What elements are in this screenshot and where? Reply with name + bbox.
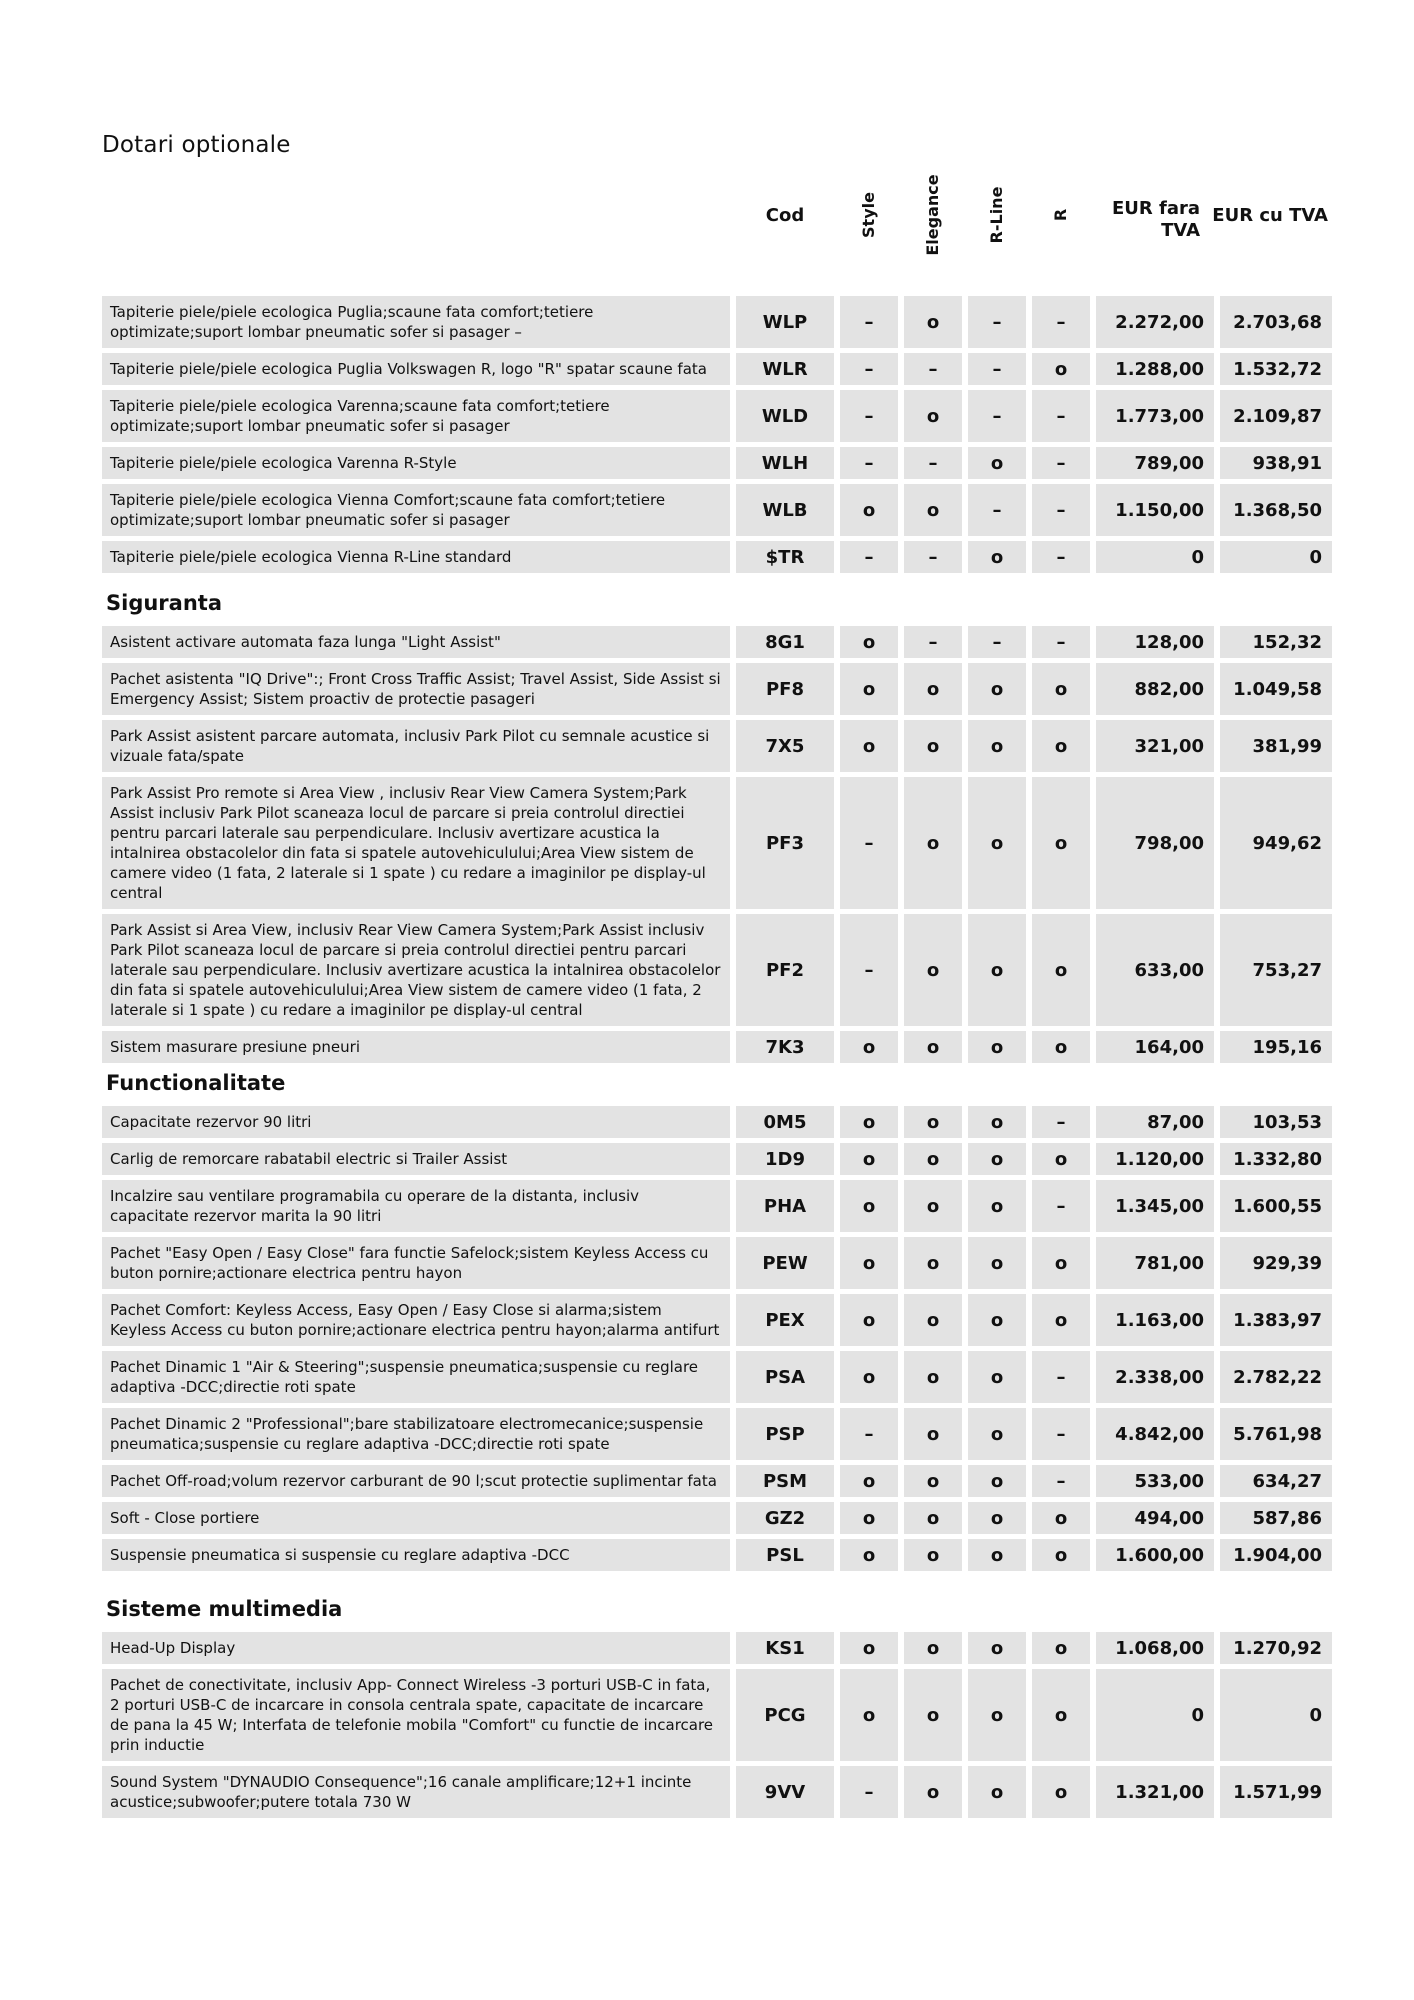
table-row [102, 1632, 1328, 1664]
option-code: PSA [736, 1351, 834, 1403]
option-description: Soft - Close portiere [102, 1502, 730, 1534]
table-row [102, 1766, 1328, 1818]
price-without-vat: 87,00 [1096, 1106, 1214, 1138]
option-description: Pachet asistenta "IQ Drive":; Front Cross Traffic Assist; Travel Assist, Side Assist si Emergency Assist; Sistem proactiv de protectie pasageri [102, 663, 730, 715]
price-with-vat: 2.703,68 [1220, 296, 1332, 348]
availability-elegance: o [904, 1408, 962, 1460]
table-row [102, 1106, 1328, 1138]
table-row [102, 1180, 1328, 1232]
availability-elegance: o [904, 663, 962, 715]
table-row [102, 720, 1328, 772]
availability-r: o [1032, 1237, 1090, 1289]
availability-elegance: o [904, 777, 962, 909]
availability-r: – [1032, 1351, 1090, 1403]
availability-elegance: o [904, 390, 962, 442]
availability-r: o [1032, 353, 1090, 385]
header-price-gross: EUR cu TVA [1212, 204, 1328, 226]
availability-r-line: o [968, 1766, 1026, 1818]
option-description: Carlig de remorcare rabatabil electric si Trailer Assist [102, 1143, 730, 1175]
table-row [102, 353, 1328, 385]
availability-style: – [840, 296, 898, 348]
availability-r: o [1032, 1502, 1090, 1534]
availability-elegance: – [904, 447, 962, 479]
availability-elegance: – [904, 626, 962, 658]
option-description: Tapiterie piele/piele ecologica Varenna;scaune fata comfort;tetiere optimizate;suport lombar pneumatic sofer si pasager [102, 390, 730, 442]
price-with-vat: 1.270,92 [1220, 1632, 1332, 1664]
price-with-vat: 2.782,22 [1220, 1351, 1332, 1403]
option-code: WLR [736, 353, 834, 385]
option-code: 1D9 [736, 1143, 834, 1175]
option-description: Pachet Off-road;volum rezervor carburant de 90 l;scut protectie suplimentar fata [102, 1465, 730, 1497]
availability-style: o [840, 1632, 898, 1664]
table-row [102, 1294, 1328, 1346]
price-without-vat: 1.068,00 [1096, 1632, 1214, 1664]
availability-elegance: o [904, 914, 962, 1026]
option-description: Tapiterie piele/piele ecologica Vienna Comfort;scaune fata comfort;tetiere optimizate;suport lombar pneumatic sofer si pasager [102, 484, 730, 536]
availability-style: – [840, 1408, 898, 1460]
section-upholstery [102, 296, 1328, 578]
option-code: KS1 [736, 1632, 834, 1664]
price-with-vat: 1.383,97 [1220, 1294, 1332, 1346]
availability-r-line: o [968, 1180, 1026, 1232]
header-price-net [1102, 188, 1200, 242]
availability-r: – [1032, 1180, 1090, 1232]
price-with-vat: 0 [1220, 1669, 1332, 1761]
price-without-vat: 494,00 [1096, 1502, 1214, 1534]
option-description: Tapiterie piele/piele ecologica Puglia;scaune fata comfort;tetiere optimizate;suport lombar pneumatic sofer si pasager – [102, 296, 730, 348]
price-without-vat: 1.321,00 [1096, 1766, 1214, 1818]
price-without-vat: 882,00 [1096, 663, 1214, 715]
table-row [102, 1351, 1328, 1403]
option-code: $TR [736, 541, 834, 573]
option-code: PCG [736, 1669, 834, 1761]
price-without-vat: 2.272,00 [1096, 296, 1214, 348]
price-without-vat: 0 [1096, 1669, 1214, 1761]
availability-elegance: o [904, 1180, 962, 1232]
price-with-vat: 1.904,00 [1220, 1539, 1332, 1571]
option-description: Tapiterie piele/piele ecologica Puglia Volkswagen R, logo "R" spatar scaune fata [102, 353, 730, 385]
price-without-vat: 2.338,00 [1096, 1351, 1214, 1403]
availability-r: o [1032, 1294, 1090, 1346]
availability-r-line: o [968, 1143, 1026, 1175]
option-description: Incalzire sau ventilare programabila cu operare de la distanta, inclusiv capacitate rezervor marita la 90 litri [102, 1180, 730, 1232]
option-code: PSL [736, 1539, 834, 1571]
availability-elegance: o [904, 1632, 962, 1664]
price-without-vat: 1.345,00 [1096, 1180, 1214, 1232]
option-code: PHA [736, 1180, 834, 1232]
option-description: Pachet Comfort: Keyless Access, Easy Open / Easy Close si alarma;sistem Keyless Access cu buton pornire;actionare electrica pentru hayon;alarma antifurt [102, 1294, 730, 1346]
availability-r-line: o [968, 777, 1026, 909]
price-with-vat: 1.368,50 [1220, 484, 1332, 536]
availability-style: o [840, 1143, 898, 1175]
section-title: Siguranta [106, 591, 222, 615]
availability-r: – [1032, 1106, 1090, 1138]
section-functionalitate [102, 1070, 1328, 1576]
price-with-vat: 381,99 [1220, 720, 1332, 772]
availability-style: o [840, 720, 898, 772]
option-description: Suspensie pneumatica si suspensie cu reglare adaptiva -DCC [102, 1539, 730, 1571]
availability-r: o [1032, 1632, 1090, 1664]
availability-r: o [1032, 777, 1090, 909]
availability-style: – [840, 541, 898, 573]
availability-r-line: o [968, 1031, 1026, 1063]
header-price-net-line2: TVA [1161, 220, 1200, 241]
table-row [102, 447, 1328, 479]
option-code: PSM [736, 1465, 834, 1497]
availability-r-line: o [968, 914, 1026, 1026]
price-without-vat: 1.773,00 [1096, 390, 1214, 442]
price-without-vat: 128,00 [1096, 626, 1214, 658]
price-without-vat: 321,00 [1096, 720, 1214, 772]
availability-style: o [840, 1106, 898, 1138]
table-row [102, 663, 1328, 715]
availability-style: o [840, 484, 898, 536]
availability-r: – [1032, 296, 1090, 348]
option-description: Asistent activare automata faza lunga "Light Assist" [102, 626, 730, 658]
price-with-vat: 1.532,72 [1220, 353, 1332, 385]
option-code: 9VV [736, 1766, 834, 1818]
price-without-vat: 798,00 [1096, 777, 1214, 909]
availability-style: o [840, 1465, 898, 1497]
availability-elegance: o [904, 1669, 962, 1761]
price-with-vat: 103,53 [1220, 1106, 1332, 1138]
table-row [102, 1237, 1328, 1289]
option-code: 7X5 [736, 720, 834, 772]
availability-style: o [840, 1237, 898, 1289]
availability-r: – [1032, 1408, 1090, 1460]
availability-elegance: o [904, 1502, 962, 1534]
price-with-vat: 1.332,80 [1220, 1143, 1332, 1175]
price-with-vat: 2.109,87 [1220, 390, 1332, 442]
table-row [102, 1031, 1328, 1063]
price-without-vat: 1.288,00 [1096, 353, 1214, 385]
availability-r-line: o [968, 1465, 1026, 1497]
price-without-vat: 4.842,00 [1096, 1408, 1214, 1460]
option-code: PSP [736, 1408, 834, 1460]
option-description: Head-Up Display [102, 1632, 730, 1664]
price-without-vat: 781,00 [1096, 1237, 1214, 1289]
price-with-vat: 1.049,58 [1220, 663, 1332, 715]
price-with-vat: 1.571,99 [1220, 1766, 1332, 1818]
option-code: 7K3 [736, 1031, 834, 1063]
availability-r-line: o [968, 1408, 1026, 1460]
availability-style: o [840, 1294, 898, 1346]
table-row [102, 626, 1328, 658]
price-with-vat: 949,62 [1220, 777, 1332, 909]
availability-elegance: o [904, 1351, 962, 1403]
availability-elegance: o [904, 1766, 962, 1818]
availability-r-line: o [968, 1237, 1026, 1289]
availability-r: o [1032, 720, 1090, 772]
availability-style: o [840, 1031, 898, 1063]
price-without-vat: 789,00 [1096, 447, 1214, 479]
table-row [102, 1502, 1328, 1534]
price-with-vat: 195,16 [1220, 1031, 1332, 1063]
option-code: PF3 [736, 777, 834, 909]
availability-r-line: o [968, 1632, 1026, 1664]
option-code: 8G1 [736, 626, 834, 658]
availability-r-line: o [968, 541, 1026, 573]
table-row [102, 1669, 1328, 1761]
price-with-vat: 938,91 [1220, 447, 1332, 479]
availability-r: o [1032, 663, 1090, 715]
availability-r: – [1032, 1465, 1090, 1497]
option-description: Capacitate rezervor 90 litri [102, 1106, 730, 1138]
availability-r: o [1032, 914, 1090, 1026]
availability-r: o [1032, 1669, 1090, 1761]
option-code: WLD [736, 390, 834, 442]
availability-elegance: o [904, 1294, 962, 1346]
table-row [102, 296, 1328, 348]
price-without-vat: 533,00 [1096, 1465, 1214, 1497]
availability-style: – [840, 390, 898, 442]
availability-r-line: o [968, 1294, 1026, 1346]
table-row [102, 777, 1328, 909]
price-with-vat: 929,39 [1220, 1237, 1332, 1289]
availability-r-line: o [968, 1539, 1026, 1571]
availability-r-line: o [968, 447, 1026, 479]
availability-r: – [1032, 447, 1090, 479]
price-with-vat: 5.761,98 [1220, 1408, 1332, 1460]
availability-elegance: o [904, 1465, 962, 1497]
option-code: WLH [736, 447, 834, 479]
header-trim-elegance: Elegance [923, 174, 942, 256]
price-with-vat: 753,27 [1220, 914, 1332, 1026]
availability-r-line: – [968, 484, 1026, 536]
option-code: PF2 [736, 914, 834, 1026]
table-row [102, 1408, 1328, 1460]
availability-style: o [840, 1502, 898, 1534]
price-without-vat: 1.163,00 [1096, 1294, 1214, 1346]
availability-r-line: – [968, 353, 1026, 385]
availability-elegance: o [904, 1106, 962, 1138]
availability-style: o [840, 626, 898, 658]
availability-style: – [840, 353, 898, 385]
availability-elegance: – [904, 353, 962, 385]
header-trim-r-line: R-Line [987, 186, 1006, 244]
header-trim-r: R [1051, 208, 1070, 222]
price-with-vat: 1.600,55 [1220, 1180, 1332, 1232]
price-without-vat: 164,00 [1096, 1031, 1214, 1063]
table-row [102, 484, 1328, 536]
option-description: Pachet de conectivitate, inclusiv App- Connect Wireless -3 porturi USB-C in fata, 2 porturi USB-C de incarcare in consola centrala spate, capacitate de incarcare de pana la 45 W; Interfata de telefonie mobila "Comfort" cu functie de incarcare prin inductie [102, 1669, 730, 1761]
page-title: Dotari optionale [102, 132, 291, 158]
price-without-vat: 1.120,00 [1096, 1143, 1214, 1175]
price-with-vat: 587,86 [1220, 1502, 1332, 1534]
availability-style: o [840, 1180, 898, 1232]
availability-r-line: o [968, 663, 1026, 715]
availability-r: – [1032, 541, 1090, 573]
table-row [102, 390, 1328, 442]
availability-r-line: – [968, 390, 1026, 442]
availability-style: – [840, 1766, 898, 1818]
price-without-vat: 1.600,00 [1096, 1539, 1214, 1571]
price-with-vat: 634,27 [1220, 1465, 1332, 1497]
header-code: Cod [765, 204, 805, 226]
availability-elegance: – [904, 541, 962, 573]
availability-r-line: o [968, 720, 1026, 772]
option-code: 0M5 [736, 1106, 834, 1138]
availability-r: o [1032, 1031, 1090, 1063]
availability-r-line: – [968, 296, 1026, 348]
option-description: Pachet Dinamic 1 "Air & Steering";suspensie pneumatica;suspensie cu reglare adaptiva -DCC;directie roti spate [102, 1351, 730, 1403]
availability-r-line: o [968, 1351, 1026, 1403]
availability-elegance: o [904, 484, 962, 536]
availability-r-line: o [968, 1502, 1026, 1534]
section-siguranta [102, 590, 1328, 1068]
availability-style: – [840, 914, 898, 1026]
availability-elegance: o [904, 296, 962, 348]
availability-style: – [840, 777, 898, 909]
price-with-vat: 152,32 [1220, 626, 1332, 658]
availability-style: o [840, 1351, 898, 1403]
section-title: Functionalitate [106, 1071, 286, 1095]
availability-r: o [1032, 1143, 1090, 1175]
availability-elegance: o [904, 720, 962, 772]
option-description: Park Assist Pro remote si Area View , inclusiv Rear View Camera System;Park Assist inclusiv Park Pilot scaneaza locul de parcare si preia controlul directiei pentru parcari laterale sau perpendiculare. Inclusiv avertizare acustica la intalnirea obstacolelor din fata si spatele autovehiculului;Area View sistem de camere video (1 fata, 2 laterale si 1 spate ) cu redare a imaginilor pe display-ul central [102, 777, 730, 909]
availability-r: – [1032, 484, 1090, 536]
option-description: Sound System "DYNAUDIO Consequence";16 canale amplificare;12+1 incinte acustice;subwoofer;putere totala 730 W [102, 1766, 730, 1818]
availability-style: o [840, 1539, 898, 1571]
price-with-vat: 0 [1220, 541, 1332, 573]
price-without-vat: 633,00 [1096, 914, 1214, 1026]
option-description: Park Assist asistent parcare automata, inclusiv Park Pilot cu semnale acustice si vizuale fata/spate [102, 720, 730, 772]
availability-style: – [840, 447, 898, 479]
availability-r: o [1032, 1766, 1090, 1818]
option-description: Pachet Dinamic 2 "Professional";bare stabilizatoare electromecanice;suspensie pneumatica;suspensie cu reglare adaptiva -DCC;directie roti spate [102, 1408, 730, 1460]
table-header [102, 170, 1328, 260]
section-title: Sisteme multimedia [106, 1597, 343, 1621]
section-sisteme-multimedia [102, 1596, 1328, 1823]
table-row [102, 541, 1328, 573]
availability-r-line: o [968, 1669, 1026, 1761]
option-code: WLP [736, 296, 834, 348]
option-description: Sistem masurare presiune pneuri [102, 1031, 730, 1063]
availability-style: o [840, 1669, 898, 1761]
availability-r: o [1032, 1539, 1090, 1571]
availability-elegance: o [904, 1143, 962, 1175]
option-code: PEW [736, 1237, 834, 1289]
availability-elegance: o [904, 1539, 962, 1571]
option-code: PEX [736, 1294, 834, 1346]
availability-style: o [840, 663, 898, 715]
header-price-net-line1: EUR fara [1111, 198, 1200, 219]
option-description: Pachet "Easy Open / Easy Close" fara functie Safelock;sistem Keyless Access cu buton pornire;actionare electrica pentru hayon [102, 1237, 730, 1289]
option-code: WLB [736, 484, 834, 536]
price-without-vat: 1.150,00 [1096, 484, 1214, 536]
option-description: Tapiterie piele/piele ecologica Vienna R-Line standard [102, 541, 730, 573]
availability-elegance: o [904, 1031, 962, 1063]
option-code: GZ2 [736, 1502, 834, 1534]
availability-elegance: o [904, 1237, 962, 1289]
table-row [102, 1465, 1328, 1497]
price-without-vat: 0 [1096, 541, 1214, 573]
availability-r-line: o [968, 1106, 1026, 1138]
option-code: PF8 [736, 663, 834, 715]
availability-r: – [1032, 626, 1090, 658]
option-description: Tapiterie piele/piele ecologica Varenna R-Style [102, 447, 730, 479]
option-description: Park Assist si Area View, inclusiv Rear View Camera System;Park Assist inclusiv Park Pilot scaneaza locul de parcare si preia controlul directiei pentru parcari laterale sau perpendiculare. Inclusiv avertizare acustica la intalnirea obstacolelor din fata si spatele autovehiculului;Area View sistem de camere video (1 fata, 2 laterale si 1 spate ) cu redare a imaginilor pe display-ul central [102, 914, 730, 1026]
header-trim-style: Style [859, 192, 878, 238]
availability-r-line: – [968, 626, 1026, 658]
table-row [102, 914, 1328, 1026]
availability-r: – [1032, 390, 1090, 442]
table-row [102, 1539, 1328, 1571]
table-row [102, 1143, 1328, 1175]
